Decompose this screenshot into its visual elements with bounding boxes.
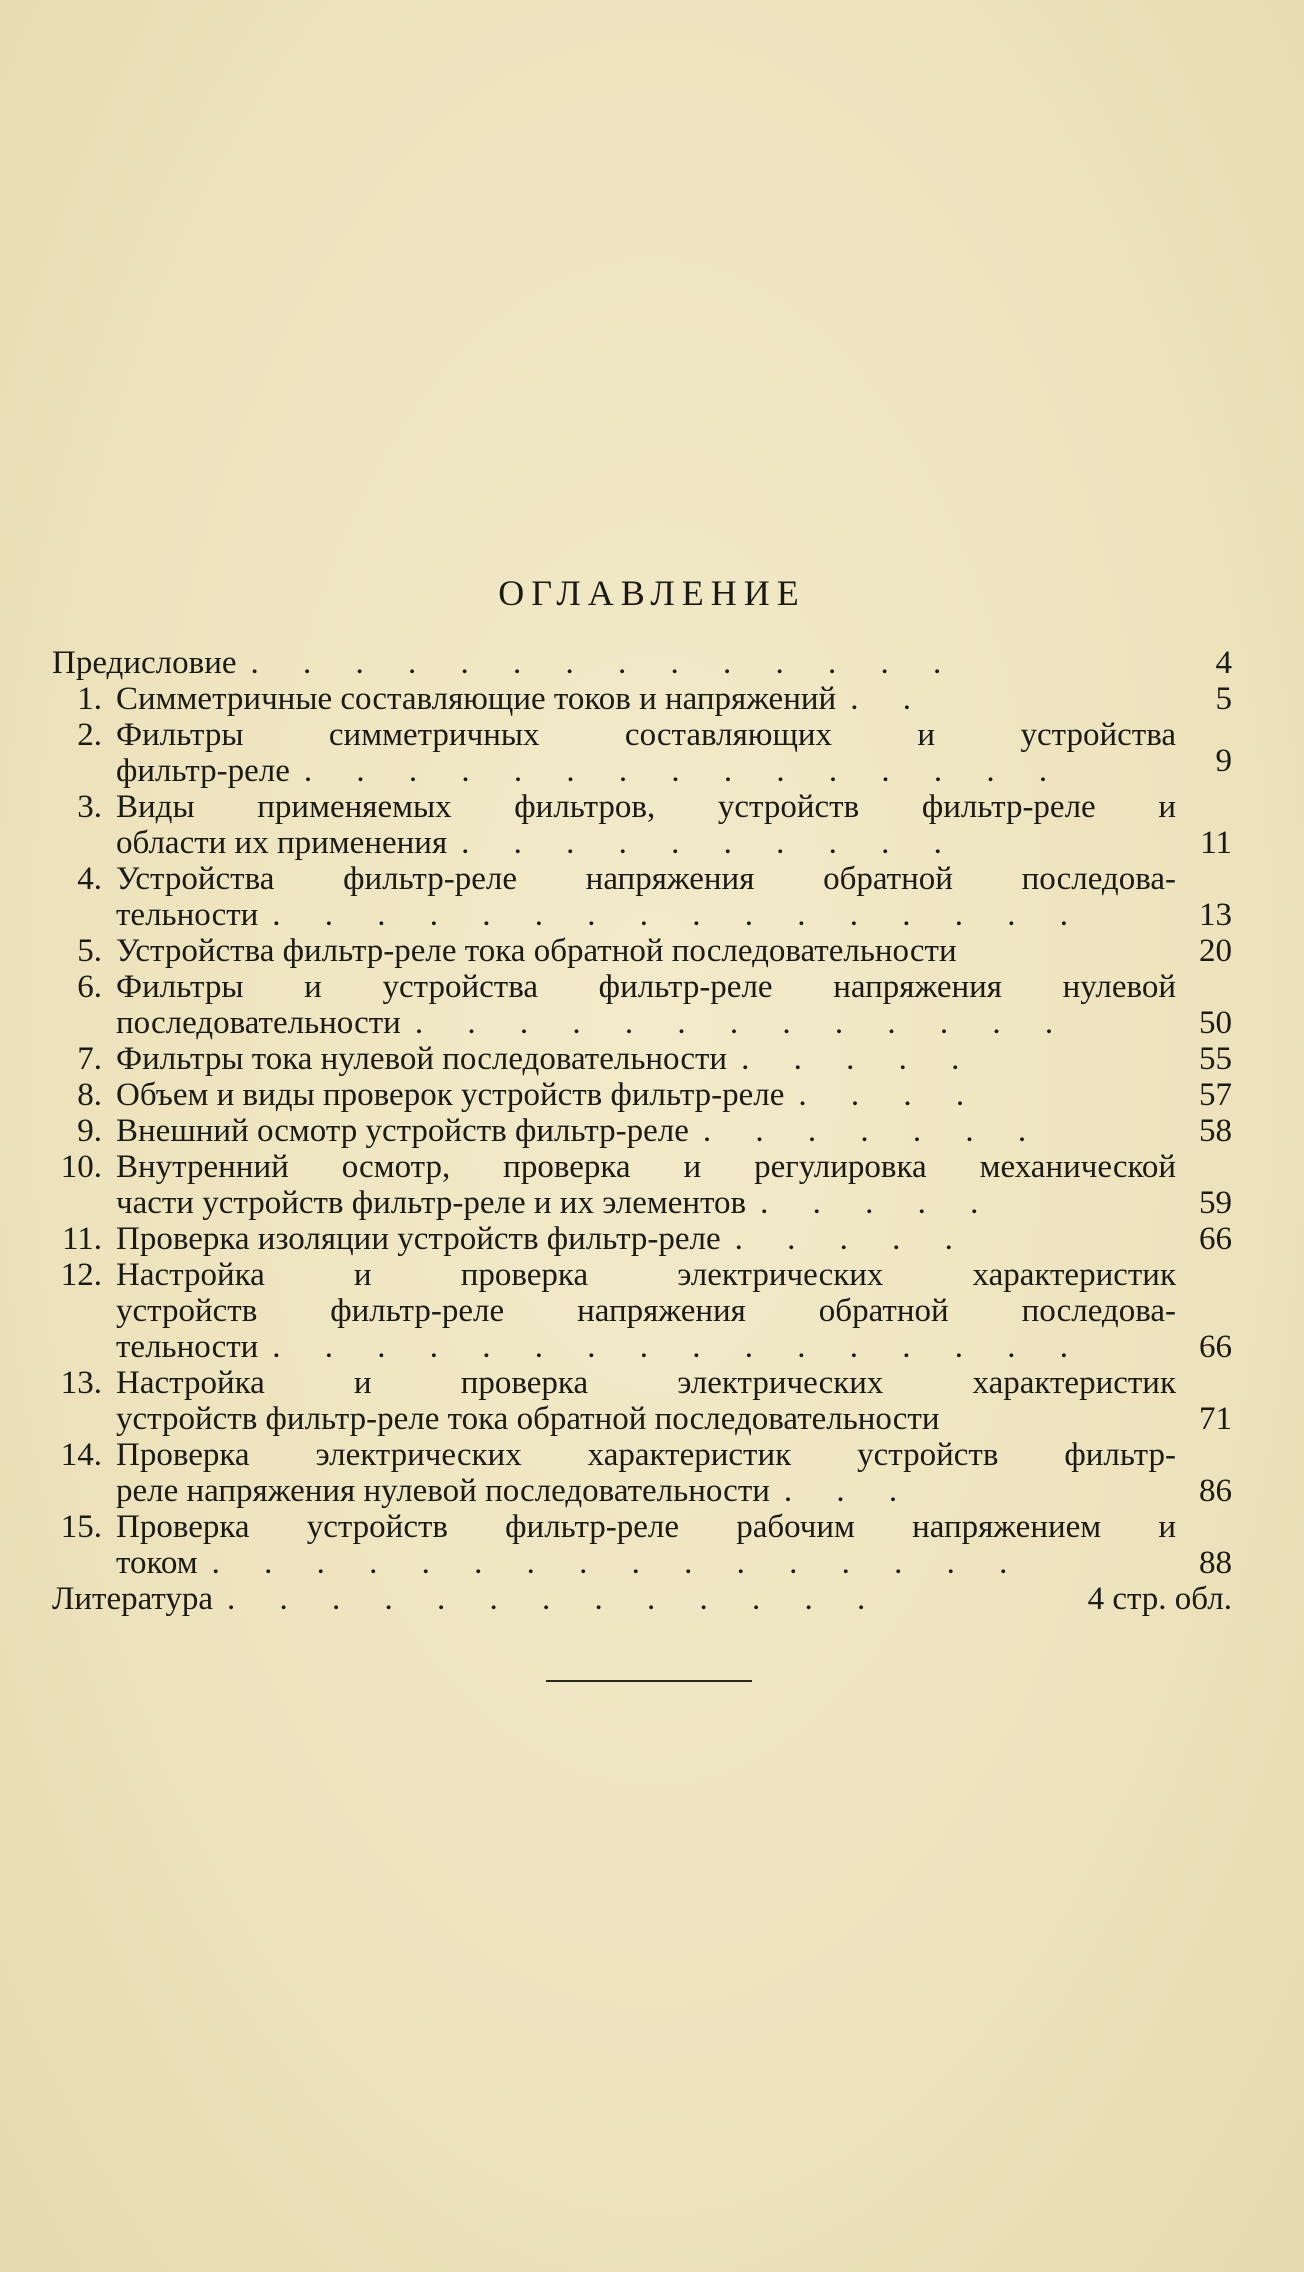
toc-entry — [52, 789, 1232, 825]
end-divider-line — [546, 1680, 752, 1682]
toc-entry-title: тельности — [116, 897, 259, 933]
toc-entry-title: фильтр-реле — [116, 753, 290, 789]
dot-leader: . . . . — [798, 1077, 983, 1113]
dot-leader: . . . . . . . . . . . . . . . . — [272, 1329, 1087, 1365]
dot-leader: . . . . . — [760, 1185, 997, 1221]
toc-entry-number: 3. — [77, 789, 102, 825]
toc-page-number: 88 — [1199, 1545, 1232, 1581]
toc-entry — [52, 1437, 1232, 1473]
toc-page-number: 71 — [1199, 1401, 1232, 1437]
toc-entry-number: 5. — [77, 933, 102, 969]
dot-leader: . . . . . . . . . . . . . — [414, 1005, 1072, 1041]
dot-leader: . . . . . . . . . . . . . . . . — [272, 897, 1087, 933]
toc-entry — [52, 1509, 1232, 1545]
toc-entry-title: Проверка устройств фильтр-реле рабочим напряжением и — [116, 1509, 1176, 1545]
toc-page-number: 57 — [1199, 1077, 1232, 1113]
toc-entry — [52, 969, 1232, 1005]
toc-entry-continuation — [52, 1545, 1232, 1581]
toc-entry-title: Устройства фильтр-реле напряжения обратной последова- — [116, 861, 1176, 897]
toc-entry — [52, 861, 1232, 897]
toc-entry — [52, 933, 1232, 969]
toc-entry-number: 10. — [60, 1149, 102, 1185]
toc-entry-title: тельности — [116, 1329, 259, 1365]
toc-page-number: 20 — [1199, 933, 1232, 969]
toc-entry-literature — [52, 1581, 1232, 1617]
dot-leader: . . . . . . . . . . . . . — [227, 1581, 884, 1617]
toc-entry-continuation — [52, 1401, 1232, 1437]
toc-entry-number: 12. — [60, 1257, 102, 1293]
dot-leader: . . — [850, 681, 929, 717]
toc-entry-title: реле напряжения нулевой последовательности — [116, 1473, 770, 1509]
dot-leader: . . . . . . . . . . . . . . . — [303, 753, 1066, 789]
toc-entry-continuation — [52, 825, 1232, 861]
dot-leader: . . . . . — [741, 1041, 978, 1077]
toc-entry-title: Проверка электрических характеристик устройств фильтр- — [116, 1437, 1176, 1473]
toc-entry-preface — [52, 645, 1232, 681]
toc-entry — [52, 717, 1232, 753]
toc-entry-title: Литература — [52, 1581, 214, 1617]
dot-leader: . . . — [783, 1473, 916, 1509]
toc-page-number: 66 — [1199, 1221, 1232, 1257]
toc-entry-number: 2. — [77, 717, 102, 753]
toc-page-number: 13 — [1199, 897, 1232, 933]
toc-page-number: 66 — [1199, 1329, 1232, 1365]
toc-page-number: 9 — [1215, 743, 1232, 779]
toc-entry-number: 9. — [77, 1113, 102, 1149]
toc-entry — [52, 1077, 1232, 1113]
toc-entry-title: Устройства фильтр-реле тока обратной последовательности — [116, 933, 957, 969]
toc-entry-number: 14. — [60, 1437, 102, 1473]
toc-entry — [52, 1041, 1232, 1077]
toc-entry — [52, 681, 1232, 717]
toc-entry-title: Виды применяемых фильтров, устройств фильтр-реле и — [116, 789, 1176, 825]
toc-entry-number: 13. — [60, 1365, 102, 1401]
toc-entry-title: области их применения — [116, 825, 448, 861]
toc-entry-title: Внешний осмотр устройств фильтр-реле — [116, 1113, 689, 1149]
toc-entry-title: Фильтры и устройства фильтр-реле напряжения нулевой — [116, 969, 1176, 1005]
toc-entry-number: 1. — [77, 681, 102, 717]
toc-entry-number: 15. — [60, 1509, 102, 1545]
toc-entry — [52, 1221, 1232, 1257]
toc-entry-number: 11. — [61, 1221, 102, 1257]
toc-page-number: 86 — [1199, 1473, 1232, 1509]
toc-entry-continuation — [52, 1005, 1232, 1041]
toc-entry-title: Проверка изоляции устройств фильтр-реле — [116, 1221, 721, 1257]
toc-entry-title: Фильтры симметричных составляющих и устройства — [116, 717, 1176, 753]
toc-entry — [52, 1149, 1232, 1185]
toc-entry — [52, 1257, 1232, 1293]
table-of-contents — [52, 645, 1232, 1617]
toc-page-number: 55 — [1199, 1041, 1232, 1077]
toc-page-number: 59 — [1199, 1185, 1232, 1221]
page-title: ОГЛАВЛЕНИЕ — [498, 573, 806, 613]
toc-entry-title: Фильтры тока нулевой последовательности — [116, 1041, 728, 1077]
toc-entry-title: Настройка и проверка электрических характеристик — [116, 1257, 1176, 1293]
dot-leader: . . . . . . . . . . — [461, 825, 960, 861]
toc-entry-title: устройств фильтр-реле тока обратной последовательности — [116, 1401, 940, 1437]
toc-entry — [52, 1113, 1232, 1149]
toc-entry-title: последовательности — [116, 1005, 401, 1041]
toc-page-number: 11 — [1200, 825, 1232, 861]
toc-page-number: 5 — [1215, 681, 1232, 717]
toc-entry-title: током — [116, 1545, 198, 1581]
toc-entry — [52, 1365, 1232, 1401]
toc-entry-continuation — [52, 743, 1232, 789]
toc-entry-continuation — [52, 1185, 1232, 1221]
toc-entry-number: 8. — [77, 1077, 102, 1113]
dot-leader: . . . . . . . . . . . . . . . . — [211, 1545, 1026, 1581]
toc-page-number: 58 — [1199, 1113, 1232, 1149]
toc-entry-number: 6. — [77, 969, 102, 1005]
toc-entry-title: устройств фильтр-реле напряжения обратной последова- — [116, 1293, 1176, 1329]
toc-entry-title: Предисловие — [52, 645, 237, 681]
toc-page-number: 4 — [1215, 645, 1232, 681]
toc-entry-title: Внутренний осмотр, проверка и регулировка механической — [116, 1149, 1176, 1185]
toc-entry-number: 4. — [77, 861, 102, 897]
toc-entry-continuation — [52, 1293, 1232, 1329]
toc-entry-continuation — [52, 1329, 1232, 1365]
dot-leader: . . . . . . . . . . . . . . — [250, 645, 960, 681]
toc-entry-continuation — [52, 1473, 1232, 1509]
dot-leader: . . . . . . . — [702, 1113, 1045, 1149]
toc-entry-title: части устройств фильтр-реле и их элементов — [116, 1185, 747, 1221]
toc-entry-title: Объем и виды проверок устройств фильтр-реле — [116, 1077, 785, 1113]
toc-entry-continuation — [52, 897, 1232, 933]
toc-page-number: 50 — [1199, 1005, 1232, 1041]
toc-page-number: 4 стр. обл. — [1087, 1581, 1232, 1617]
toc-entry-title: Настройка и проверка электрических характеристик — [116, 1365, 1176, 1401]
toc-entry-title: Симметричные составляющие токов и напряжений — [116, 681, 837, 717]
dot-leader: . . . . . — [734, 1221, 971, 1257]
toc-entry-number: 7. — [77, 1041, 102, 1077]
